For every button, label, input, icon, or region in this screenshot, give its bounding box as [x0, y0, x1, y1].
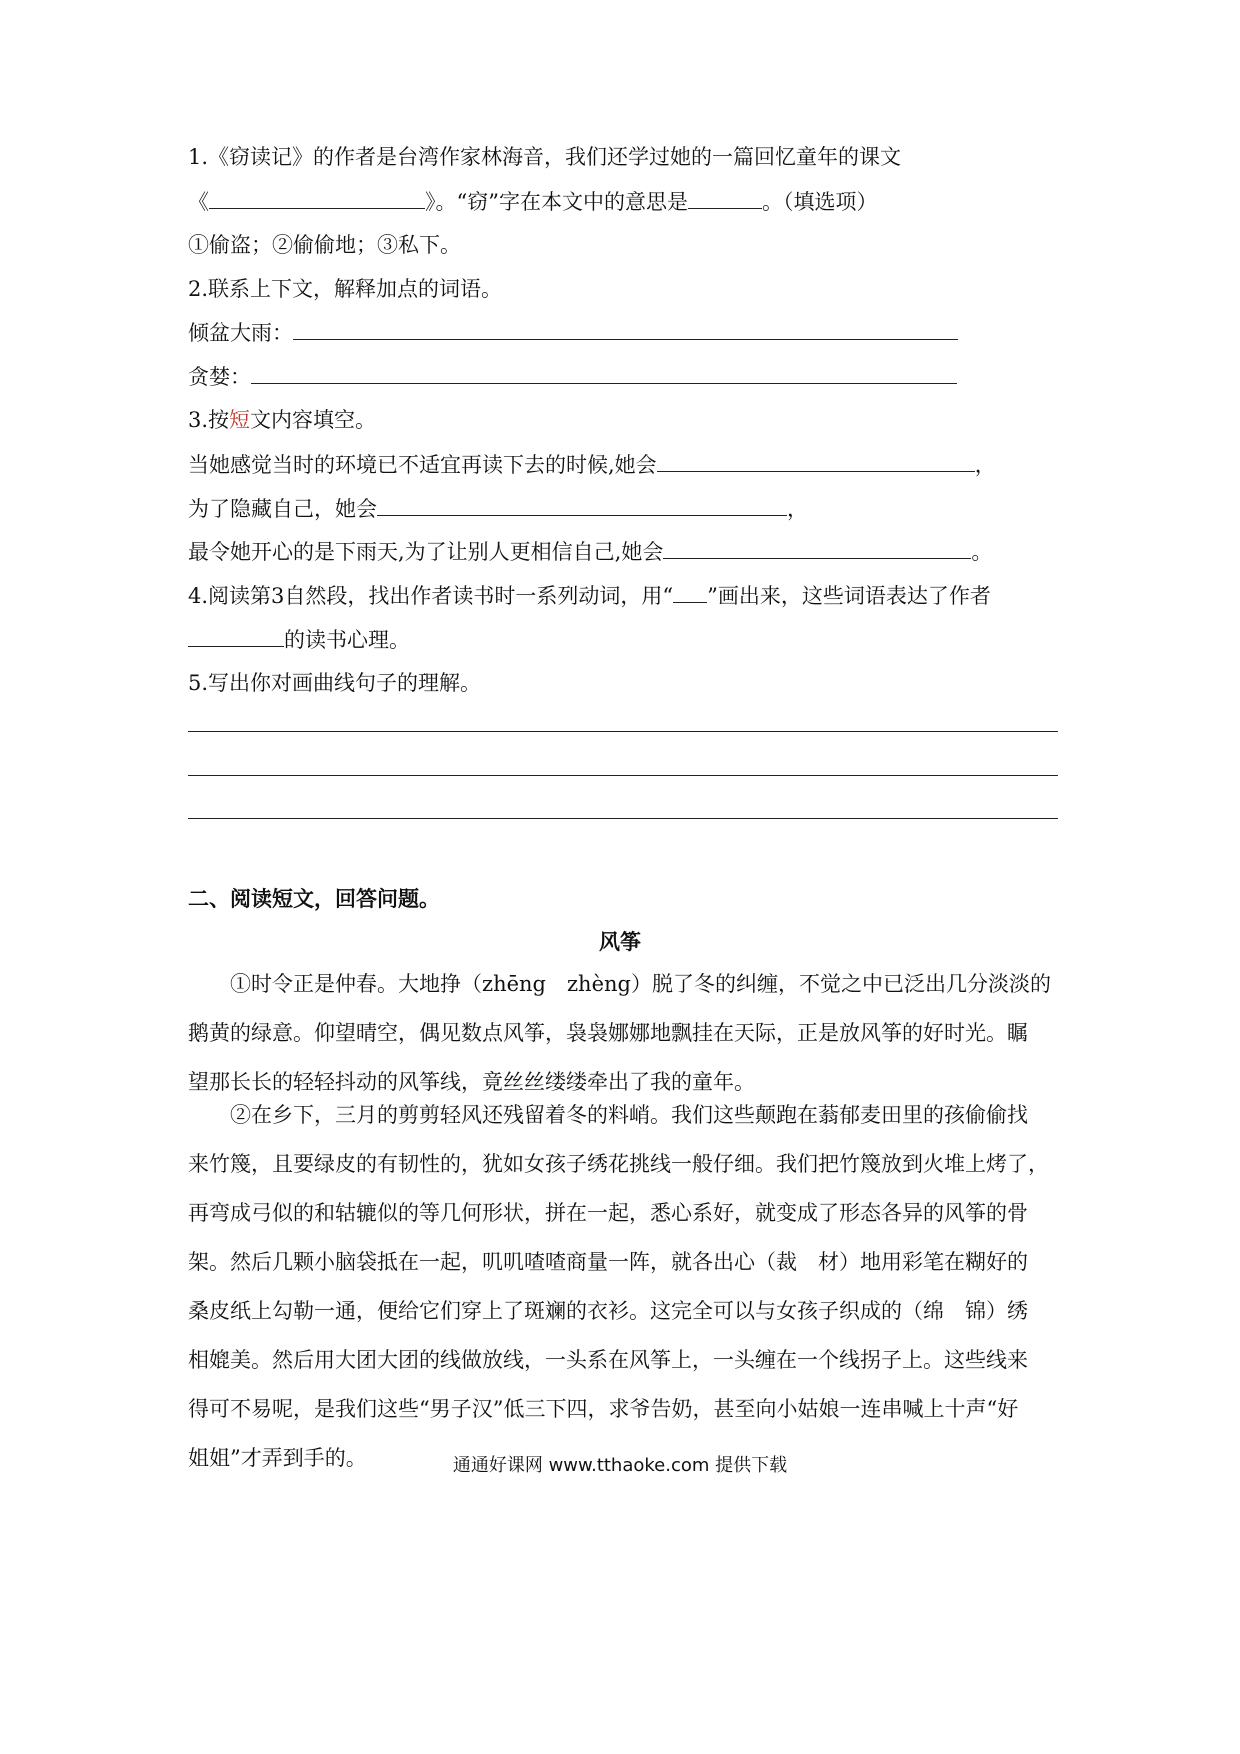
paragraph-1-line-1: ①时令正是仲春。大地挣（zhēng zhèng）脱了冬的纠缠，不觉之中已泛出几分淡淡的: [230, 972, 1051, 996]
question-3-line-3: [188, 536, 992, 567]
question-3-line-3-end: 。: [971, 540, 993, 564]
paragraph-2-line-4: 架。然后几颗小脑袋抵在一起，叽叽喳喳商量一阵，就各出心（裁 材）地用彩笔在糊好的: [188, 1250, 1028, 1274]
paragraph-1-line-2: 鹅黄的绿意。仰望晴空，偶见数点风筝，袅袅娜娜地飘挂在天际，正是放风筝的好时光。瞩: [188, 1021, 1028, 1045]
question-4-text-b: ”画出来，这些词语表达了作者: [707, 584, 991, 608]
answer-line-2[interactable]: [188, 775, 1058, 776]
paragraph-2-line-3: 再弯成弓似的和轱辘似的等几何形状，拼在一起，悉心系好，就变成了形态各异的风筝的骨: [188, 1201, 1028, 1225]
section-2-heading-text: 二、阅读短文，回答问题。: [188, 887, 440, 911]
question-2-heading: [188, 274, 502, 304]
question-3-line-3-text: 最令她开心的是下雨天,为了让别人更相信自己,她会: [188, 540, 664, 564]
question-4-underline-mark: [673, 580, 707, 603]
answer-line-1[interactable]: [188, 731, 1058, 732]
question-1-options: [188, 230, 461, 260]
question-3-line-2-text: 为了隐藏自己，她会: [188, 497, 377, 521]
question-1-options-text: ①偷盗；②偷偷地；③私下。: [188, 233, 461, 257]
question-2-word-2-row: [188, 361, 957, 392]
question-3-line-1: [188, 449, 996, 480]
question-5-heading: [188, 668, 481, 698]
footer-text: 通通好课网 www.tthaoke.com 提供下载: [452, 1455, 788, 1476]
question-1-open-quote: 《: [188, 190, 209, 214]
question-4-line-2: [188, 624, 410, 655]
question-1-meaning-blank[interactable]: [688, 186, 762, 209]
paragraph-2-line-1: ②在乡下，三月的剪剪轻风还残留着冬的料峭。我们这些颠跑在蓊郁麦田里的孩偷偷找: [230, 1103, 1028, 1127]
question-5-text: 5.写出你对画曲线句子的理解。: [188, 671, 482, 695]
question-3-line-2: [188, 493, 808, 524]
question-1-tail: 。（填选项）: [761, 190, 878, 214]
question-3-red-char: 短: [229, 408, 251, 432]
passage-title: [0, 927, 1240, 957]
answer-line-3[interactable]: [188, 818, 1058, 819]
question-1-text: 1.《窃读记》的作者是台湾作家林海音，我们还学过她的一篇回忆童年的课文: [188, 145, 902, 169]
passage-paragraph-1: [188, 960, 1058, 1107]
paragraph-2-line-8: 姐姐”才弄到手的。: [188, 1446, 367, 1470]
question-1-line-1: [188, 142, 901, 172]
question-1-line-2: [188, 186, 877, 217]
question-2-word-2: 贪婪：: [188, 365, 251, 389]
question-2-word-2-blank[interactable]: [251, 361, 957, 384]
question-4-blank[interactable]: [188, 624, 284, 647]
question-3-line-1-text: 当她感觉当时的环境已不适宜再读下去的时候,她会: [188, 453, 657, 477]
question-1-meaning-text: 》。“窃”字在本文中的意思是: [425, 190, 688, 214]
question-3-heading: [188, 405, 376, 435]
passage-title-text: 风筝: [599, 930, 641, 954]
passage-paragraph-2: [188, 1091, 1058, 1483]
question-2-word-1-blank[interactable]: [293, 317, 958, 340]
paragraph-2-line-6: 相媲美。然后用大团大团的线做放线，一头系在风筝上，一头缠在一个线拐子上。这些线来: [188, 1348, 1028, 1372]
paragraph-2-line-5: 桑皮纸上勾勒一通，便给它们穿上了斑斓的衣衫。这完全可以与女孩子织成的（绵 锦）绣: [188, 1299, 1028, 1323]
question-3-line-3-blank[interactable]: [663, 536, 971, 559]
paragraph-2-line-2: 来竹篾，且要绿皮的有韧性的，犹如女孩子绣花挑线一般仔细。我们把竹篾放到火堆上烤了，: [188, 1152, 1049, 1176]
section-2-heading: [188, 884, 440, 914]
question-3-line-1-blank[interactable]: [657, 449, 975, 472]
question-3-line-2-blank[interactable]: [377, 493, 787, 516]
page-footer: [0, 1451, 1240, 1481]
question-4-line-1: [188, 580, 991, 611]
question-4-tail: 的读书心理。: [284, 628, 410, 652]
question-3-suffix: 文内容填空。: [250, 408, 377, 432]
question-3-line-1-end: ，: [974, 453, 996, 477]
question-1-title-blank[interactable]: [209, 186, 425, 209]
paragraph-1-line-3: 望那长长的轻轻抖动的风筝线，竟丝丝缕缕牵出了我的童年。: [188, 1070, 755, 1094]
question-3-line-2-end: ，: [787, 497, 808, 521]
question-3-prefix: 3.按: [188, 408, 230, 432]
question-4-text-a: 4.阅读第3自然段，找出作者读书时一系列动词，用“: [188, 584, 674, 608]
question-2-text: 2.联系上下文，解释加点的词语。: [188, 277, 503, 301]
question-2-word-1-row: [188, 317, 958, 348]
paragraph-2-line-7: 得可不易呢，是我们这些“男子汉”低三下四，求爷告奶，甚至向小姑娘一连串喊上十声“好: [188, 1397, 1019, 1421]
question-2-word-1: 倾盆大雨：: [188, 321, 293, 345]
